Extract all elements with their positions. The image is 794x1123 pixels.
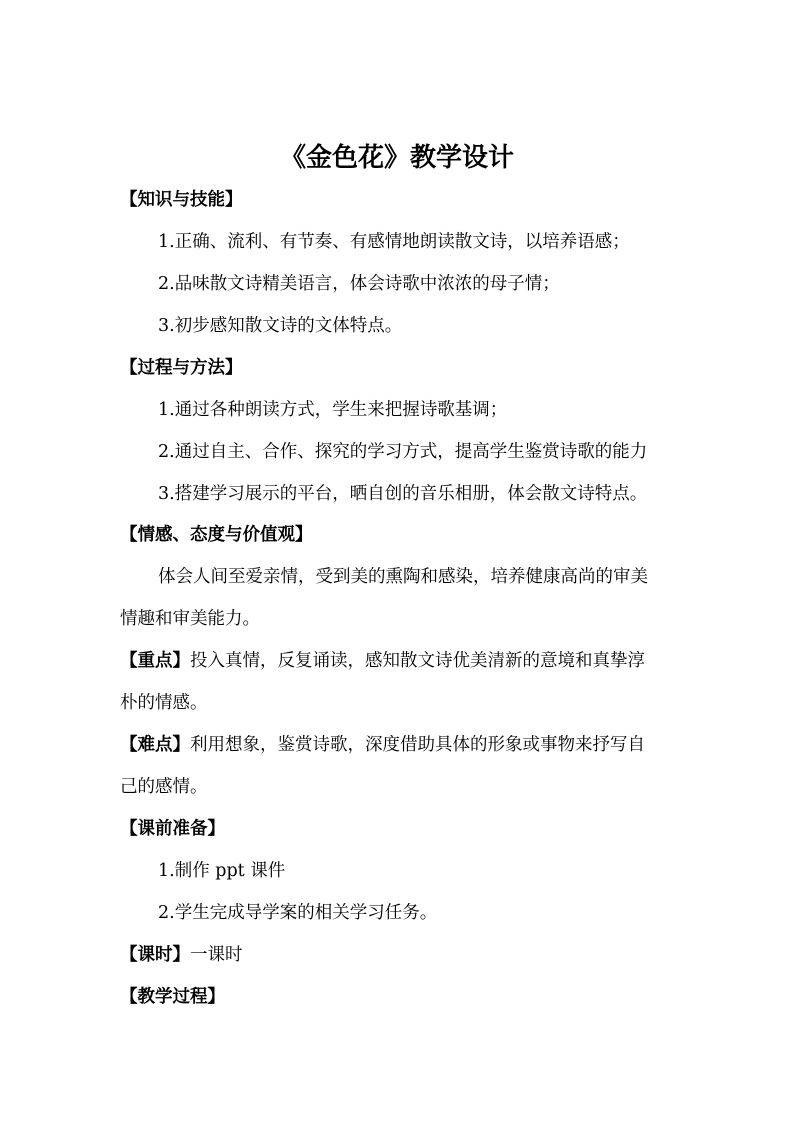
emotion-text-line-2: 情趣和审美能力。 <box>120 609 260 629</box>
key-point-line-2: 朴的情感。 <box>120 693 208 713</box>
preparation-item-2: 2.学生完成导学案的相关学习任务。 <box>158 903 438 923</box>
preparation-item-1: 1.制作 ppt 课件 <box>158 861 286 881</box>
difficult-point-label: 【难点】 <box>120 735 190 755</box>
knowledge-item-1: 1.正确、流利、有节奏、有感情地朗读散文诗，以培养语感； <box>158 232 630 252</box>
section-heading-knowledge: 【知识与技能】 <box>120 190 243 210</box>
emotion-text-line-1: 体会人间至爱亲情，受到美的熏陶和感染，培养健康高尚的审美 <box>158 567 648 587</box>
document-title: 《金色花》教学设计 <box>279 143 514 173</box>
process-item-1: 1.通过各种朗读方式，学生来把握诗歌基调； <box>158 400 508 420</box>
key-point-label: 【重点】 <box>120 651 190 671</box>
process-item-3: 3.搭建学习展示的平台，晒自创的音乐相册，体会散文诗特点。 <box>158 484 648 504</box>
class-hours-text: 一课时 <box>190 945 243 965</box>
knowledge-item-2: 2.品味散文诗精美语言，体会诗歌中浓浓的母子情； <box>158 274 560 294</box>
class-hours-line <box>120 941 680 969</box>
difficult-point-text: 利用想象，鉴赏诗歌，深度借助具体的形象或事物来抒写自 <box>190 735 645 755</box>
section-heading-teaching-process: 【教学过程】 <box>120 987 225 1007</box>
section-heading-preparation: 【课前准备】 <box>120 819 225 839</box>
process-item-2: 2.通过自主、合作、探究的学习方式，提高学生鉴赏诗歌的能力 <box>158 442 648 462</box>
difficult-point-line-2: 己的感情。 <box>120 777 208 797</box>
knowledge-item-3: 3.初步感知散文诗的文体特点。 <box>158 316 403 336</box>
class-hours-label: 【课时】 <box>120 945 190 965</box>
key-point-line-1 <box>120 647 680 675</box>
difficult-point-line-1 <box>120 731 680 759</box>
key-point-text: 投入真情，反复诵读，感知散文诗优美清新的意境和真挚淳 <box>190 651 645 671</box>
section-heading-emotion: 【情感、态度与价值观】 <box>120 525 313 545</box>
section-heading-process: 【过程与方法】 <box>120 358 243 378</box>
